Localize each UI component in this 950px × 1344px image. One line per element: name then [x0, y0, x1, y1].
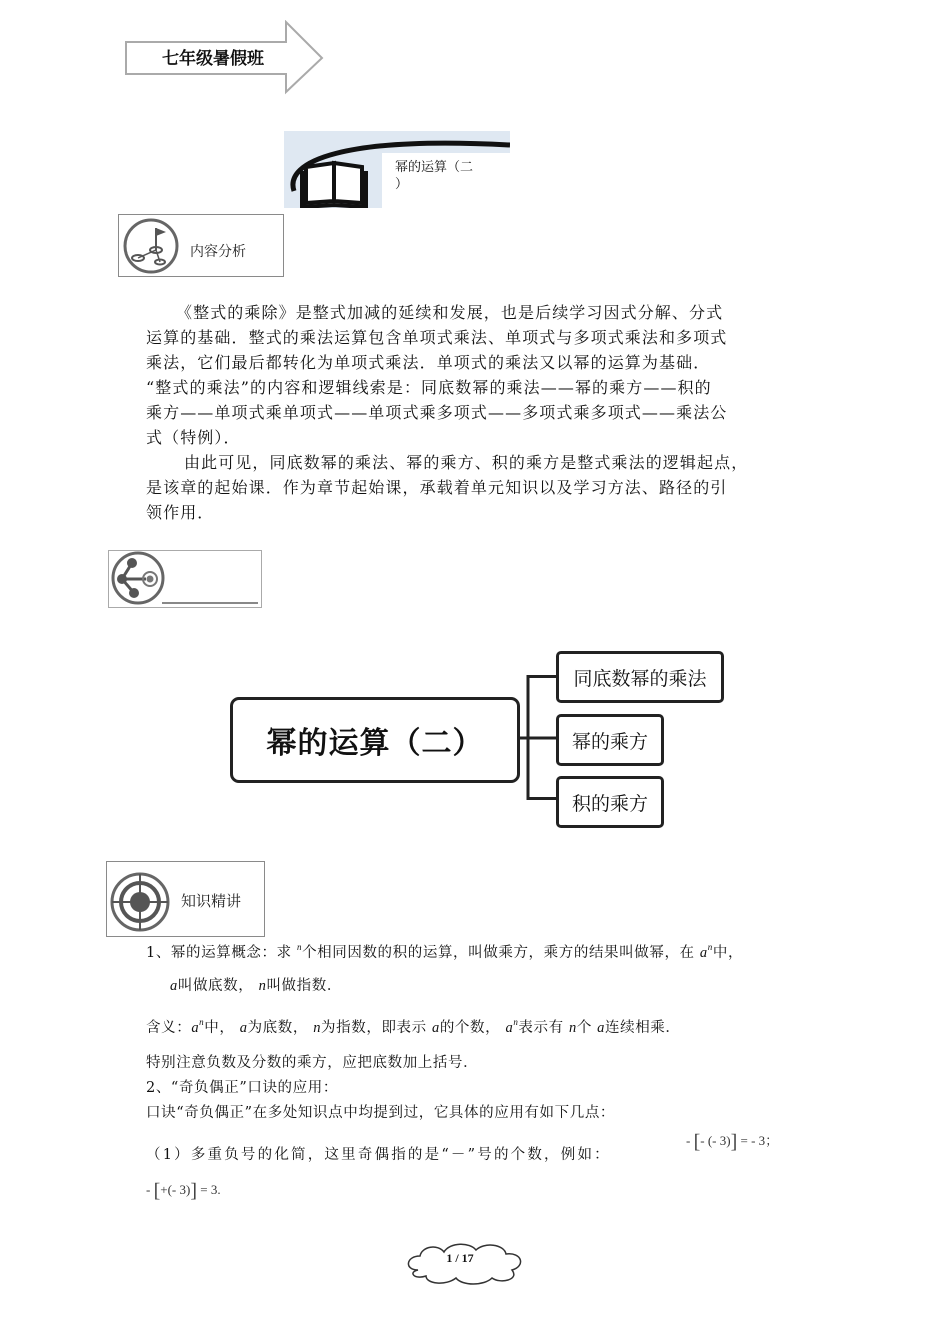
target-icon: [110, 872, 170, 932]
analysis-paragraph-1: 《整式的乘除》是整式加减的延续和发展，也是后续学习因式分解、分式 运算的基础．整式的乘法运算包含单项式乘法、单项式与多项式乘法和多项式 乘法，它们最后都转化为单项式乘法．单项式的乘法又以幂的运算为基础． “整式的乘法”的内容和逻辑线索是：同底数幂的乘法——幂的乘方——积的 乘方——单项式乘单项式——单项式乘多项式——多项式乘多项式——乘法公 式（特例）．: [146, 303, 728, 447]
math-expression-2: - [+(- 3)] = 3.: [146, 1180, 221, 1202]
mindmap-node-power-of-product: 积的乘方: [556, 776, 664, 828]
knowledge-line-7: （1）多重负号的化简，这里奇偶指的是“－”号的个数，例如：: [146, 1147, 611, 1163]
header-label: 七年级暑假班: [162, 49, 264, 69]
knowledge-line-1: 1、幂的运算概念：求 $^n$个相同因数的积的运算，叫做乘方，乘方的结果叫做幂，在 $a^n$中，: [146, 942, 744, 961]
page-number: 1 / 17: [446, 1251, 474, 1265]
knowledge-line-4: 特别注意负数及分数的乘方，应把底数加上括号．: [146, 1055, 479, 1071]
mindmap-node-same-base-multiplication: 同底数幂的乘法: [556, 651, 724, 703]
mindmap-connectors: [514, 675, 560, 805]
knowledge-line-6: 口诀“奇负偶正”在多处知识点中均提到过，它具体的应用有如下几点：: [146, 1105, 616, 1121]
section-label-knowledge-explanation: 知识精讲: [181, 892, 242, 910]
knowledge-line-3: 含义：$a^n$中， a为底数， n为指数，即表示 a的个数， $a^n$表示有 n个 a连续相乘．: [146, 1017, 681, 1036]
analysis-paragraph-2: 由此可见，同底数幂的乘法、幂的乘方、积的乘方是整式乘法的逻辑起点， 是该章的起始课．作为章节起始课，承载着单元知识以及学习方法、路径的引 领作用．: [146, 453, 749, 522]
knowledge-line-2: a叫做底数， n叫做指数．: [170, 978, 342, 994]
mindmap-node-power-of-power: 幂的乘方: [556, 714, 664, 766]
open-book-icon: [302, 163, 366, 207]
section-label-content-analysis: 内容分析: [190, 244, 246, 260]
map-pin-icon: [120, 216, 182, 274]
mindmap-root: 幂的运算（二）: [230, 697, 520, 783]
section-underline: [162, 602, 258, 604]
math-expression-1: - [- (- 3)] = - 3；: [686, 1131, 779, 1153]
knowledge-line-5: 2、“奇负偶正”口诀的应用：: [146, 1080, 338, 1096]
lesson-title: 幂的运算（二 ）: [395, 160, 474, 192]
network-icon: [110, 551, 166, 605]
